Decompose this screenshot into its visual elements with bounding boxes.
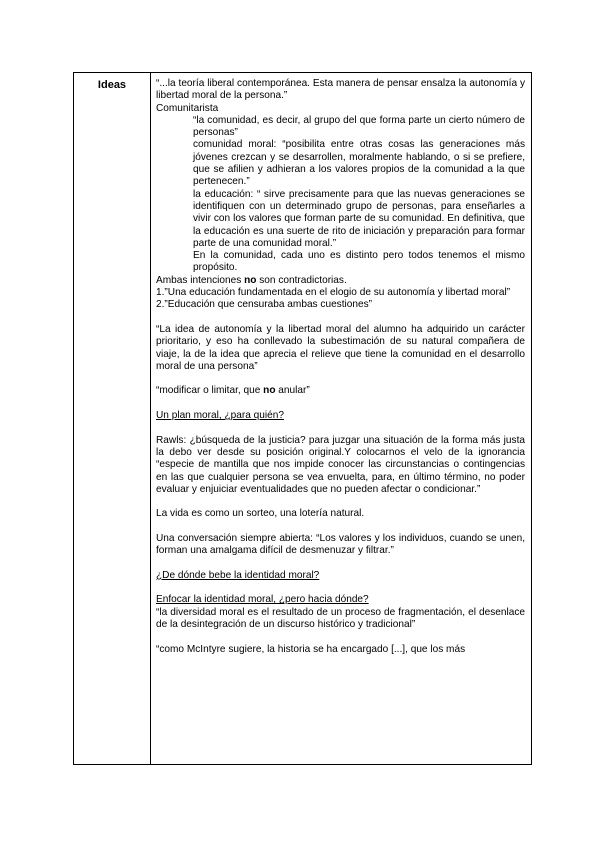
spacer [156, 521, 525, 533]
notes-table [73, 72, 532, 765]
paragraph-diversidad-moral: “la diversidad moral es el resultado de un proceso de fragmentación, el desenlace de la desintegración de un discurso histórico y tradicional” [156, 606, 525, 631]
list-item-1: 1.”Una educación fundamentada en el elogio de su autonomía y libertad moral” [156, 287, 511, 299]
spacer [156, 373, 525, 385]
spacer [156, 496, 525, 508]
paragraph-mismo-proposito: En la comunidad, cada uno es distinto pero todos tenemos el mismo propósito. [193, 250, 525, 274]
paragraph-comunidad-moral: comunidad moral: “posibilita entre otras cosas las generaciones más jóvenes crezcan y se desarrollen, moralmente hablando, o si se prefiere, que se afilien y adhieran a los valores propios de la comunidad a la que pertenecen.” [193, 139, 525, 188]
table-row [74, 73, 532, 765]
paragraph-rawls: Rawls: ¿búsqueda de la justicia? para juzgar una situación de la forma más justa la debo ver desde su posición original.Y colocarnos el velo de la ignorancia “especie de mantilla que nos impide conocer las circunstancias o contingencias en las que cualquier persona se vea envuelta, para, en último término, no poder evaluar y enjuiciar eventualidades que no pueden afectar o condicionar.” [156, 434, 525, 495]
row-label-ideas: Ideas [97, 79, 127, 91]
spacer [156, 398, 525, 410]
spacer [156, 422, 525, 434]
paragraph-ambas-intenciones [156, 275, 525, 287]
heading-enfocar-identidad: Enfocar la identidad moral, ¿pero hacia dónde? [156, 594, 369, 606]
paragraph-comunidad-quote: “la comunidad, es decir, al grupo del que forma parte un cierto número de personas” [193, 114, 525, 139]
paragraph-conversacion: Una conversación siempre abierta: “Los valores y los individuos, cuando se unen, forman una amalgama difícil de desmenuzar y filtrar.” [156, 532, 525, 557]
notes-content [151, 73, 531, 656]
spacer [156, 582, 525, 594]
spacer [156, 631, 525, 643]
text-modificar-2: anular” [275, 385, 310, 397]
text-ambas-bold-no: no [244, 274, 257, 286]
paragraph-comunitarista-heading: Comunitarista [156, 102, 219, 114]
paragraph-mcintyre: “como McIntyre sugiere, la historia se ha encargado [...], que los más [156, 643, 466, 655]
content-cell [151, 73, 532, 765]
spacer [156, 312, 525, 324]
paragraph-liberal-quote: “...la teoría liberal contemporánea. Esta manera de pensar ensalza la autonomía y libertad moral de la persona.” [156, 78, 525, 102]
heading-identidad-moral: ¿De dónde bebe la identidad moral? [156, 569, 320, 581]
text-ambas-1: Ambas intenciones [156, 274, 245, 286]
paragraph-loteria: La vida es como un sorteo, una lotería natural. [156, 508, 365, 520]
paragraph-modificar [156, 385, 525, 397]
list-item-2: 2.”Educación que censuraba ambas cuestiones” [156, 299, 373, 311]
paragraph-autonomia-quote: “La idea de autonomía y la libertad moral del alumno ha adquirido un carácter prioritario, y eso ha conllevado la subestimación de su natural compañera de viaje, la de la idea que aprecia el relieve que tiene la comunidad en el desarrollo moral de una persona” [156, 323, 525, 372]
heading-plan-moral: Un plan moral, ¿para quién? [156, 410, 284, 422]
text-ambas-2: son contradictorias. [256, 274, 347, 286]
spacer [156, 558, 525, 570]
paragraph-educacion: la educación: “ sirve precisamente para que las nuevas generaciones se identifiquen con un determinado grupo de personas, para enseñarles a vivir con los valores que forman parte de su comunidad. En definitiva, que la educación es una suerte de rito de iniciación y preparación para formar parte de una comunidad moral.” [193, 188, 525, 249]
text-modificar-bold-no: no [263, 385, 276, 397]
label-cell [74, 73, 151, 765]
text-modificar-1: “modificar o limitar, que [156, 385, 264, 397]
